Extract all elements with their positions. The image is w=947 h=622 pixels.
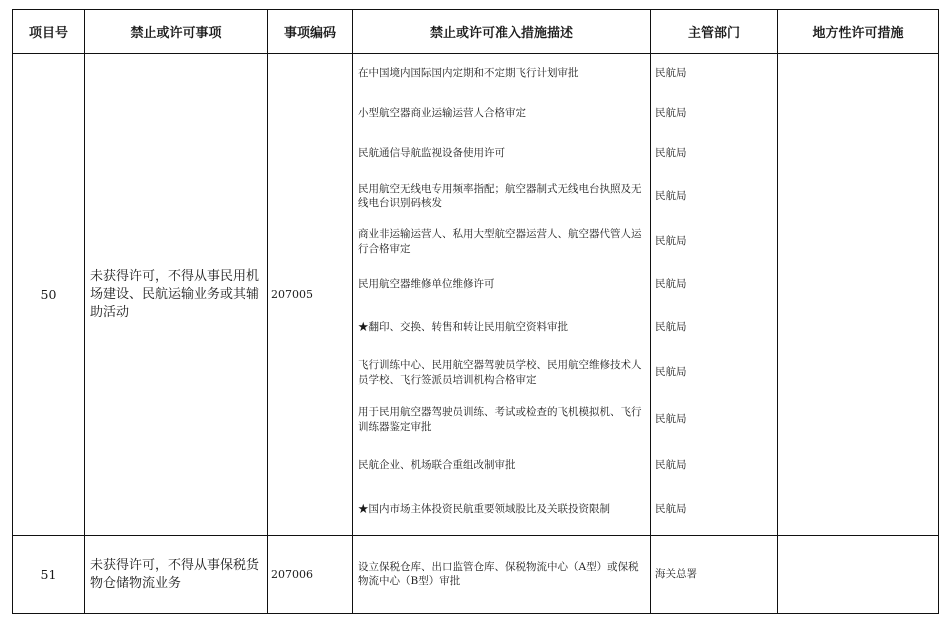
department-list: [651, 536, 778, 614]
header-measure-desc: 禁止或许可准入措施描述: [353, 10, 651, 54]
measure-description: 小型航空器商业运输运营人合格审定: [358, 106, 526, 119]
local-measures-cell: [778, 536, 939, 614]
header-local-measures: 地方性许可措施: [778, 10, 939, 54]
measure-description-list: [353, 536, 651, 614]
department: 民航局: [655, 106, 687, 119]
header-item-name: 禁止或许可事项: [85, 10, 268, 54]
measure-description: 民航企业、机场联合重组改制审批: [358, 458, 516, 471]
header-row: [13, 10, 939, 54]
header-item-no: 项目号: [13, 10, 85, 54]
measure-description: ★国内市场主体投资民航重要领域股比及关联投资限制: [358, 503, 610, 516]
department: 民航局: [655, 278, 687, 291]
local-measures-cell: [778, 54, 939, 536]
measure-description: 用于民用航空器驾驶员训练、考试或检查的飞机模拟机、飞行训练器鉴定审批: [358, 406, 642, 433]
measure-description: 在中国境内国际国内定期和不定期飞行计划审批: [358, 67, 579, 80]
department: 民航局: [655, 189, 687, 202]
item-code: 207006: [268, 536, 353, 614]
item-code: 207005: [268, 54, 353, 536]
department: 民航局: [655, 366, 687, 379]
item-name: 未获得许可，不得从事民用机场建设、民航运输业务或其辅助活动: [85, 54, 268, 536]
item-number: 51: [13, 536, 85, 614]
measure-description: 设立保税仓库、出口监管仓库、保税物流中心（A型）或保税物流中心（B型）审批: [358, 560, 639, 587]
measure-description: ★翻印、交换、转售和转让民用航空资料审批: [358, 320, 568, 333]
item-number: 50: [13, 54, 85, 536]
department: 民航局: [655, 503, 687, 516]
measure-description: 民用航空器维修单位维修许可: [358, 278, 495, 291]
department: 海关总署: [655, 567, 697, 580]
department: 民航局: [655, 320, 687, 333]
measure-description: 商业非运输运营人、私用大型航空器运营人、航空器代管人运行合格审定: [358, 228, 642, 255]
department: 民航局: [655, 67, 687, 80]
header-department: 主管部门: [651, 10, 778, 54]
department: 民航局: [655, 458, 687, 471]
table-row: [13, 536, 939, 614]
department: 民航局: [655, 235, 687, 248]
measure-description-list: [353, 54, 651, 536]
table-row: [13, 54, 939, 536]
department: 民航局: [655, 413, 687, 426]
item-name: 未获得许可，不得从事保税货物仓储物流业务: [85, 536, 268, 614]
measure-description: 民航通信导航监视设备使用许可: [358, 146, 505, 159]
measure-description: 飞行训练中心、民用航空器驾驶员学校、民用航空维修技术人员学校、飞行签派员培训机构合格审定: [358, 359, 642, 386]
department-list: [651, 54, 778, 536]
measure-description: 民用航空无线电专用频率指配；航空器制式无线电台执照及无线电台识别码核发: [358, 182, 642, 209]
permit-table: [12, 9, 939, 614]
header-item-code: 事项编码: [268, 10, 353, 54]
department: 民航局: [655, 146, 687, 159]
